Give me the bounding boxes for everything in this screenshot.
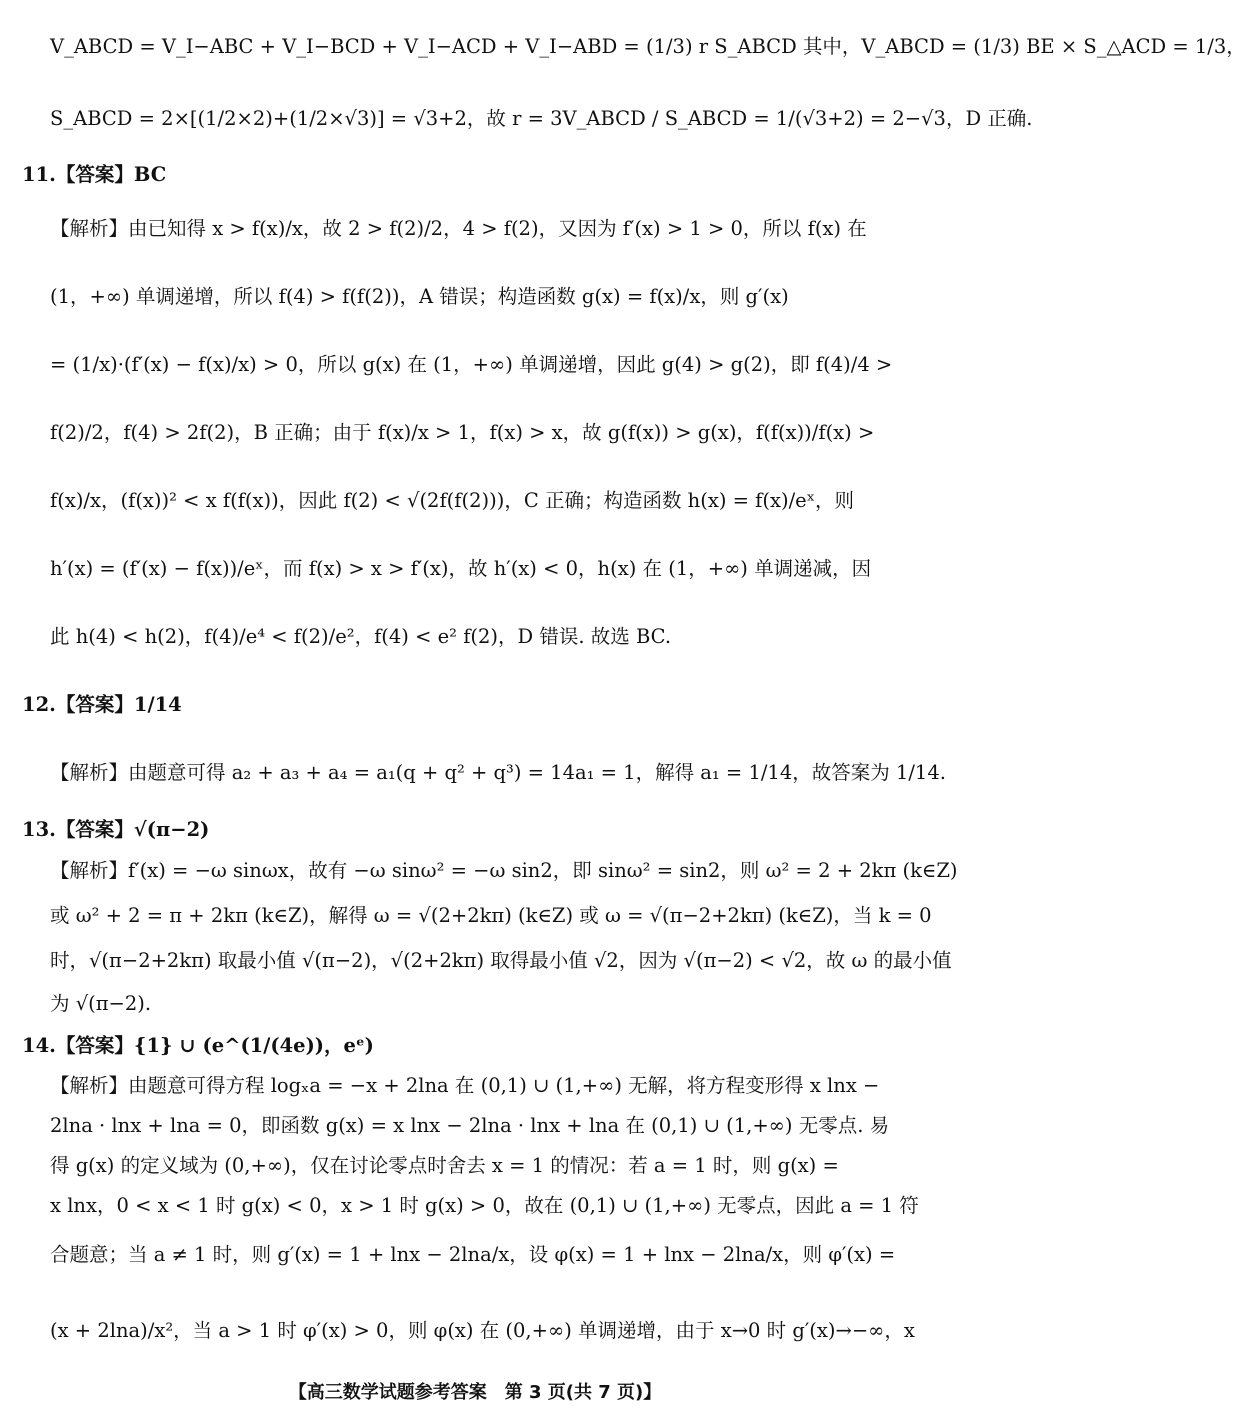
answer-heading-13: 13.【答案】√(π−2) [22, 818, 210, 841]
text-line: f(2)/2，f(4) > 2f(2)，B 正确；由于 f(x)/x > 1，f(x) > x，故 g(f(x)) > g(x)，f(f(x))/f(x) > [50, 421, 875, 444]
text-line: 【解析】由题意可得方程 logₓa = −x + 2lna 在 (0,1) ∪ (1,+∞) 无解，将方程变形得 x lnx − [50, 1074, 880, 1097]
answer-heading-14: 14.【答案】{1} ∪ (e^(1/(4e))，eᵉ) [22, 1034, 374, 1057]
text-line: 【解析】由已知得 x > f(x)/x，故 2 > f(2)/2，4 > f(2)，又因为 f′(x) > 1 > 0，所以 f(x) 在 [50, 217, 867, 240]
text-line: 为 √(π−2). [50, 992, 152, 1015]
answer-heading-12: 12.【答案】1/14 [22, 693, 182, 716]
text-line: 此 h(4) < h(2)，f(4)/e⁴ < f(2)/e²，f(4) < e² f(2)，D 错误. 故选 BC. [50, 625, 672, 648]
answer-heading-11: 11.【答案】BC [22, 163, 167, 186]
text-line: (1，+∞) 单调递增，所以 f(4) > f(f(2))，A 错误；构造函数 g(x) = f(x)/x，则 g′(x) [50, 285, 789, 308]
text-line: f(x)/x，(f(x))² < x f(f(x))，因此 f(2) < √(2f(f(2)))，C 正确；构造函数 h(x) = f(x)/eˣ，则 [50, 489, 854, 512]
text-line: 合题意；当 a ≠ 1 时，则 g′(x) = 1 + lnx − 2lna/x，设 φ(x) = 1 + lnx − 2lna/x，则 φ′(x) = [50, 1243, 896, 1266]
text-line: 【解析】由题意可得 a₂ + a₃ + a₄ = a₁(q + q² + q³) = 14a₁ = 1，解得 a₁ = 1/14，故答案为 1/14. [50, 761, 946, 784]
page-footer: 【高三数学试题参考答案 第 3 页(共 7 页)】 [288, 1382, 662, 1403]
text-line: 2lna · lnx + lna = 0，即函数 g(x) = x lnx − 2lna · lnx + lna 在 (0,1) ∪ (1,+∞) 无零点. 易 [50, 1114, 890, 1137]
text-line: V_ABCD = V_I−ABC + V_I−BCD + V_I−ACD + V_I−ABD = (1/3) r S_ABCD 其中，V_ABCD = (1/3) BE × S_△ACD = 1/3， [50, 35, 1246, 58]
text-line: 或 ω² + 2 = π + 2kπ (k∈Z)，解得 ω = √(2+2kπ) (k∈Z) 或 ω = √(π−2+2kπ) (k∈Z)，当 k = 0 [50, 904, 932, 927]
text-line: 得 g(x) 的定义域为 (0,+∞)，仅在讨论零点时舍去 x = 1 的情况：若 a = 1 时，则 g(x) = [50, 1154, 839, 1177]
text-line: = (1/x)·(f′(x) − f(x)/x) > 0，所以 g(x) 在 (1，+∞) 单调递增，因此 g(4) > g(2)，即 f(4)/4 > [50, 353, 893, 376]
text-line: 时，√(π−2+2kπ) 取最小值 √(π−2)，√(2+2kπ) 取得最小值 √2，因为 √(π−2) < √2，故 ω 的最小值 [50, 949, 952, 972]
text-line: h′(x) = (f′(x) − f(x))/eˣ，而 f(x) > x > f′(x)，故 h′(x) < 0，h(x) 在 (1，+∞) 单调递减，因 [50, 557, 872, 580]
text-line: S_ABCD = 2×[(1/2×2)+(1/2×√3)] = √3+2，故 r = 3V_ABCD / S_ABCD = 1/(√3+2) = 2−√3，D 正确. [50, 107, 1033, 130]
text-line: 【解析】f′(x) = −ω sinωx，故有 −ω sinω² = −ω sin2，即 sinω² = sin2，则 ω² = 2 + 2kπ (k∈Z) [50, 859, 958, 882]
text-line: x lnx，0 < x < 1 时 g(x) < 0，x > 1 时 g(x) > 0，故在 (0,1) ∪ (1,+∞) 无零点，因此 a = 1 符 [50, 1194, 919, 1217]
text-line: (x + 2lna)/x²，当 a > 1 时 φ′(x) > 0，则 φ(x) 在 (0,+∞) 单调递增，由于 x→0 时 g′(x)→−∞，x [50, 1319, 915, 1342]
